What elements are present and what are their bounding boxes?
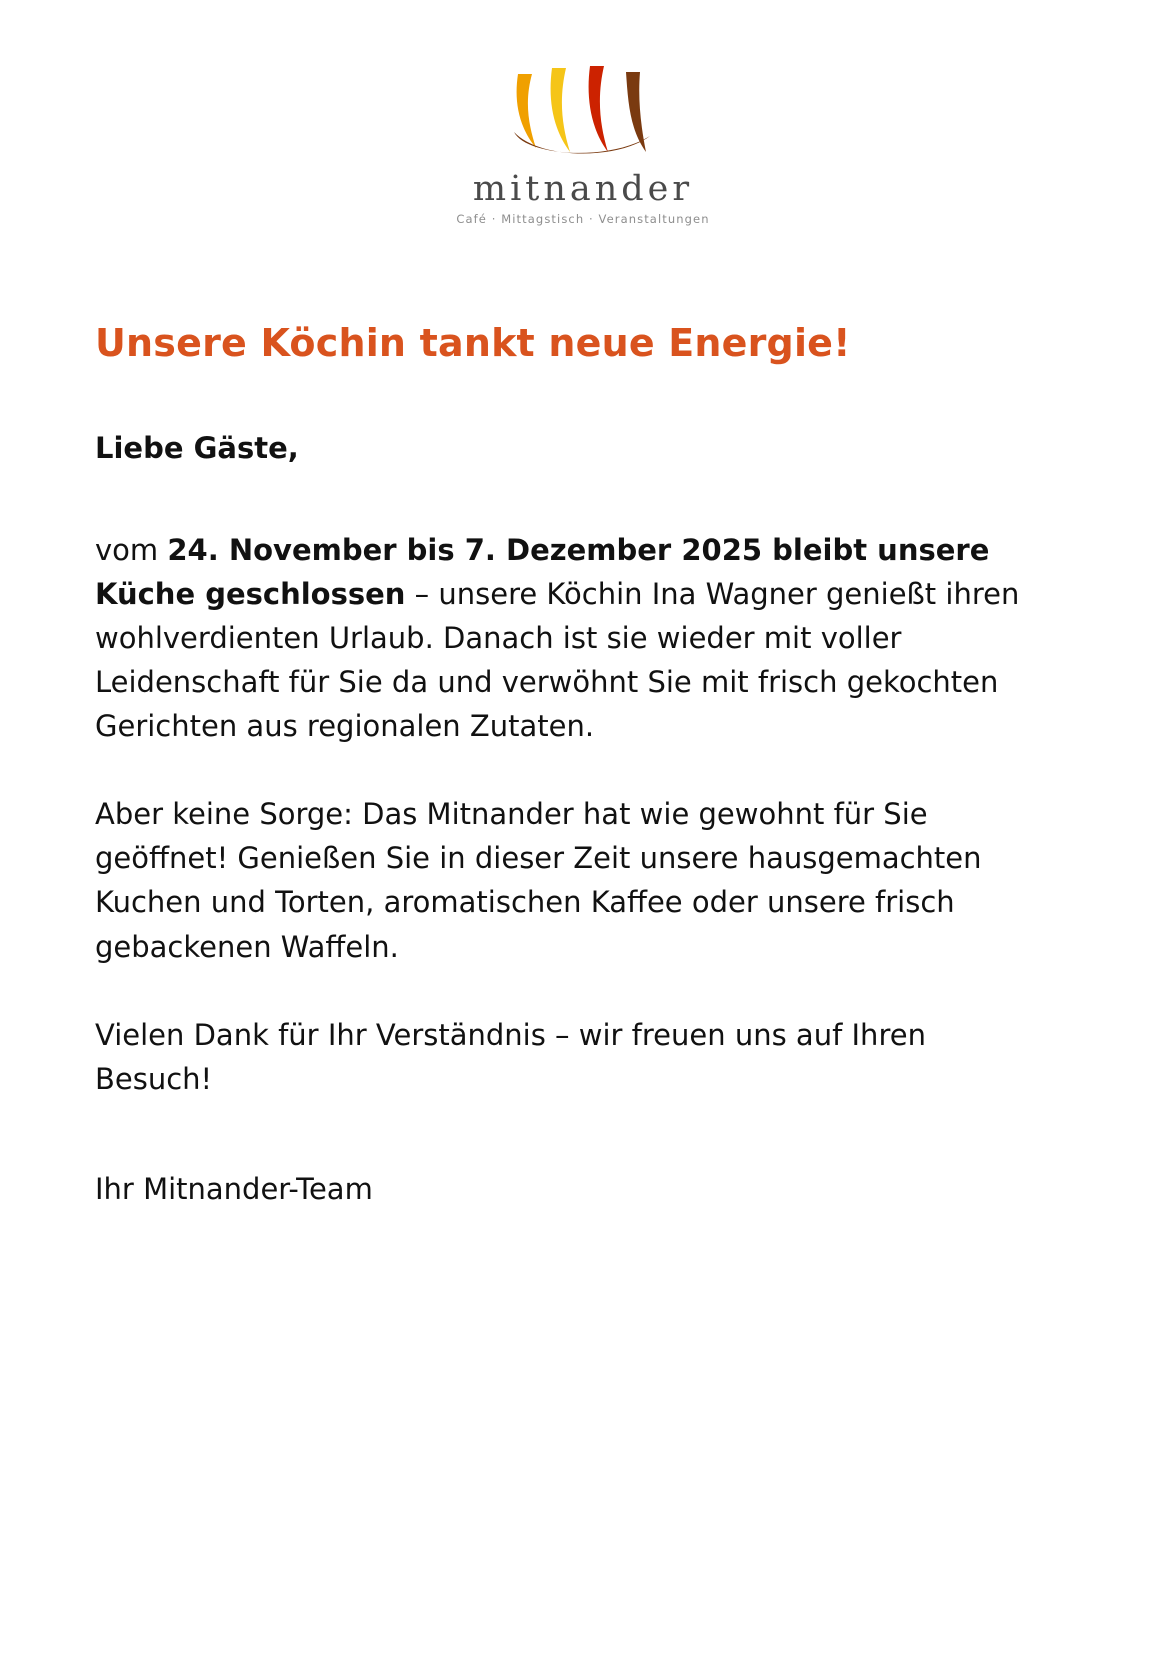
paragraph-cafe-open: Aber keine Sorge: Das Mitnander hat wie gewohnt für Sie geöffnet! Genießen Sie in dieser Zeit unsere hausgemachten Kuchen und Torten, aromatischen Kaffee oder unsere frisch gebackenen Waffeln. <box>95 797 982 964</box>
notice-content <box>95 322 1055 1209</box>
spacer <box>95 1145 1055 1155</box>
paragraph1-part3: – unsere Köchin Ina Wagner genießt ihren wohlverdienten Urlaub. Danach ist sie wieder mit voller Leidenschaft für Sie da und verwöhnt Sie mit frisch gekochten Gerichten aus regionalen Zutaten. <box>95 577 1020 744</box>
logo-tagline: Café · Mittagstisch · Veranstaltungen <box>456 212 710 226</box>
signoff: Ihr Mitnander-Team <box>95 1171 373 1206</box>
salutation: Liebe Gäste, <box>95 430 299 465</box>
logo-wordmark: mitnander <box>472 169 694 209</box>
paragraph-closure-dates <box>95 528 1025 748</box>
page-title: Unsere Köchin tankt neue Energie! <box>95 321 851 365</box>
paragraph1-part1: vom <box>95 532 168 567</box>
paragraph-thanks: Vielen Dank für Ihr Verständnis – wir freuen uns auf Ihren Besuch! <box>95 1017 926 1096</box>
mitnander-flame-icon <box>478 56 688 166</box>
paragraph1-bold: 24. November bis 7. Dezember 2025 bleibt unsere Küche geschlossen <box>95 532 990 612</box>
logo-block <box>0 56 1166 226</box>
